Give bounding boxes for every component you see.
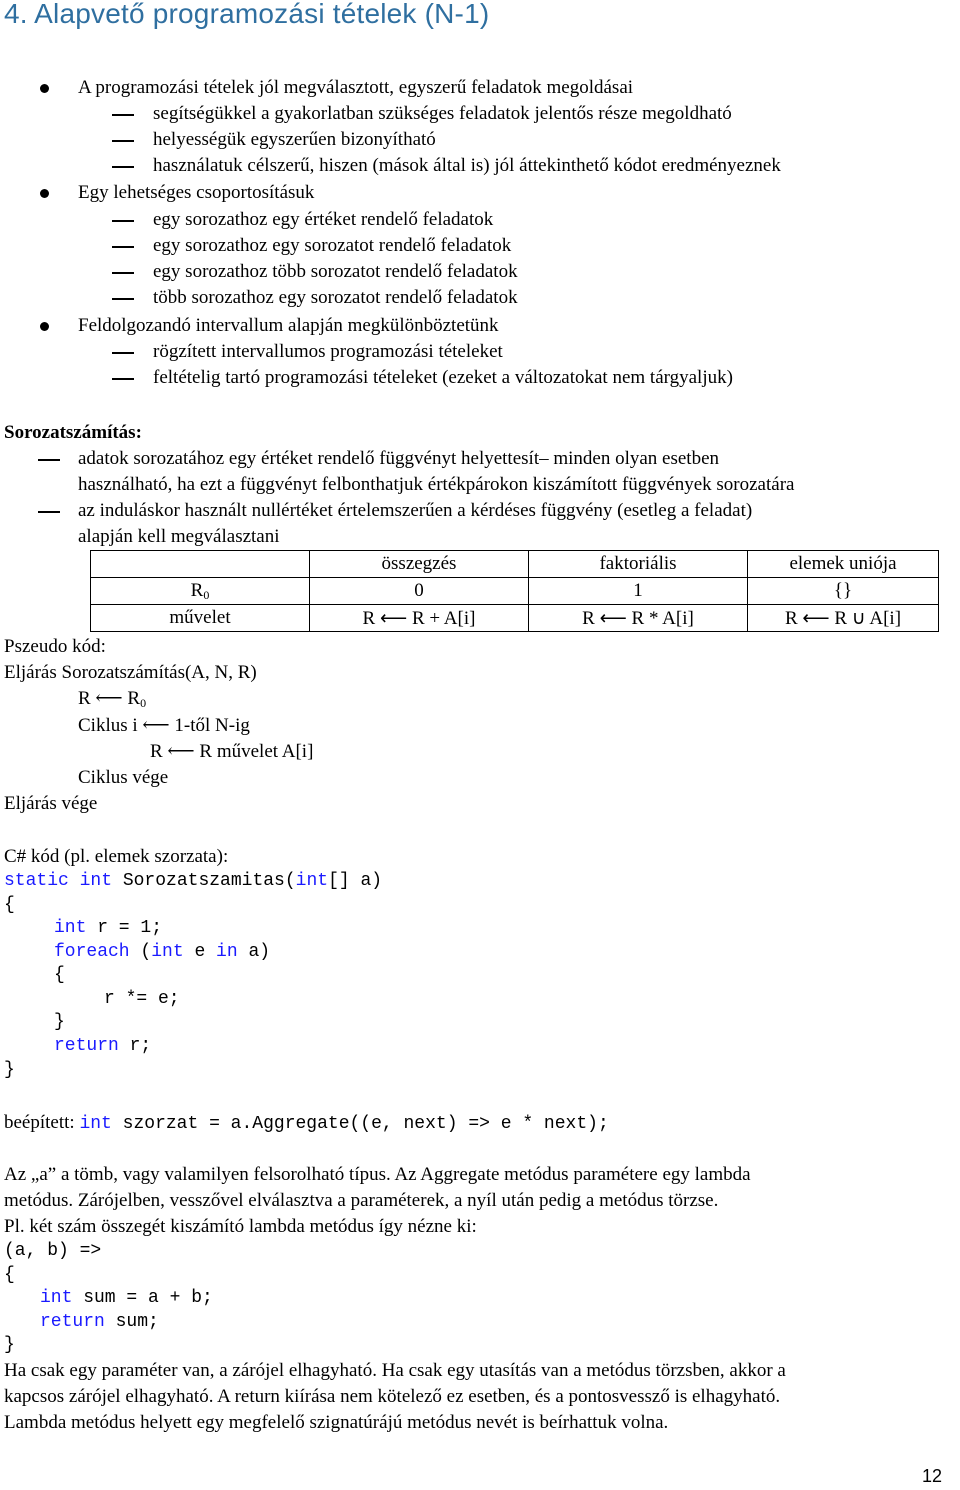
comparison-table	[90, 550, 939, 632]
dash-mark	[112, 352, 134, 354]
paragraph-line: Az „a” a tömb, vagy valamilyen felsorolható típus. Az Aggregate metódus paramétere egy lambda	[4, 1164, 751, 1185]
section-heading: Sorozatszámítás:	[4, 422, 142, 443]
sub-item: egy sorozathoz egy értéket rendelő feladatok	[153, 209, 494, 230]
code-line: }	[54, 1012, 65, 1032]
code-keyword: return	[40, 1312, 105, 1332]
sub-item: több sorozathoz egy sorozatot rendelő feladatok	[153, 287, 518, 308]
code-line: {	[4, 1265, 15, 1285]
pseudo-line: Ciklus i ⟵ 1-től N-ig	[78, 715, 250, 736]
code-line: (a, b) =>	[4, 1241, 102, 1261]
table-header-cell: faktoriális	[529, 551, 748, 578]
paragraph-line: Lambda metódus helyett egy megfelelő szignatúrájú metódus nevét is beírhattuk volna.	[4, 1412, 669, 1433]
table-cell: 0	[310, 578, 529, 605]
section-item-line: az induláskor használt nullértéket értelemszerűen a kérdéses függvény (esetleg a feladat)	[78, 500, 753, 521]
section-item-line: alapján kell megválasztani	[78, 526, 280, 547]
pseudo-init: R ⟵ R	[78, 688, 141, 709]
table-cell	[91, 551, 310, 578]
code-keyword: int	[54, 918, 87, 938]
paragraph-line: Pl. két szám összegét kiszámító lambda metódus így nézne ki:	[4, 1216, 477, 1237]
code-line	[54, 941, 270, 964]
table-cell: {}	[748, 578, 939, 605]
bullet-dot	[40, 84, 49, 93]
bullet-item: Egy lehetséges csoportosításuk	[78, 182, 315, 203]
table-header-row	[91, 551, 939, 578]
code-keyword: in	[216, 942, 238, 962]
pseudo-line: Ciklus vége	[78, 767, 169, 788]
dash-mark	[112, 246, 134, 248]
csharp-label: C# kód (pl. elemek szorzata):	[4, 846, 229, 867]
code-keyword: int	[79, 1114, 112, 1134]
code-line: r *= e;	[104, 989, 180, 1009]
code-text: a)	[237, 942, 271, 962]
paragraph-line: metódus. Zárójelben, vesszővel elválasztva a paraméterek, a nyíl után pedig a metódus törzse.	[4, 1190, 719, 1211]
code-text: Sorozatszamitas(	[112, 871, 296, 891]
code-text: szorzat = a.Aggregate((e, next) => e * next);	[111, 1114, 609, 1134]
sub-item: használatuk célszerű, hiszen (mások által is) jól áttekinthető kódot eredményeznek	[153, 155, 781, 176]
builtin-line	[4, 1110, 609, 1136]
pseudo-line	[78, 686, 146, 716]
code-line	[54, 1035, 151, 1058]
bullet-dot	[40, 322, 49, 331]
code-line	[4, 870, 382, 893]
page-title: 4. Alapvető programozási tételek (N-1)	[4, 0, 490, 29]
section-item-line: használható, ha ezt a függvényt felbonthatjuk értékpárokon kiszámított függvények sorozatára	[78, 474, 795, 495]
code-text: [] a)	[328, 871, 383, 891]
code-keyword: foreach	[54, 942, 130, 962]
code-text: sum = a + b;	[72, 1288, 213, 1308]
sub-item: egy sorozathoz több sorozatot rendelő feladatok	[153, 261, 518, 282]
sub-item: rögzített intervallumos programozási tételeket	[153, 341, 503, 362]
pseudo-line: R ⟵ R művelet A[i]	[150, 741, 314, 762]
dash-mark	[112, 272, 134, 274]
code-keyword: int	[151, 942, 184, 962]
pseudo-label: Pszeudo kód:	[4, 636, 106, 657]
table-header-cell: elemek uniója	[748, 551, 939, 578]
builtin-label: beépített:	[4, 1112, 80, 1133]
code-text: sum;	[104, 1312, 159, 1332]
code-keyword: return	[54, 1036, 119, 1056]
dash-mark	[38, 459, 60, 461]
code-line	[40, 1311, 159, 1334]
section-item-line: adatok sorozatához egy értéket rendelő függvényt helyettesít– minden olyan esetben	[78, 448, 720, 469]
r0-label: R	[190, 579, 204, 601]
code-keyword: int	[40, 1288, 73, 1308]
table-cell: R ⟵ R * A[i]	[529, 605, 748, 632]
code-keyword: int	[79, 871, 113, 891]
table-cell: R ⟵ R + A[i]	[310, 605, 529, 632]
code-line: {	[54, 965, 65, 985]
dash-mark	[112, 166, 134, 168]
code-line	[40, 1287, 213, 1310]
sub-item: segítségükkel a gyakorlatban szükséges feladatok jelentős része megoldható	[153, 103, 732, 124]
code-text: r;	[118, 1036, 152, 1056]
pseudo-init-subscript: 0	[140, 696, 147, 710]
table-header-cell: összegzés	[310, 551, 529, 578]
dash-mark	[112, 220, 134, 222]
page-number: 12	[921, 1466, 942, 1486]
code-keyword: int	[295, 871, 329, 891]
code-line: }	[4, 1335, 15, 1355]
bullet-dot	[40, 189, 49, 198]
table-row	[91, 578, 939, 605]
r0-subscript: 0	[203, 587, 210, 602]
dash-mark	[112, 378, 134, 380]
paragraph-line: kapcsos zárójel elhagyható. A return kiírása nem kötelező ez esetben, és a pontosvessző is elhagyható.	[4, 1386, 781, 1407]
code-line: }	[4, 1060, 15, 1080]
bullet-item: Feldolgozandó intervallum alapján megkülönböztetünk	[78, 315, 499, 336]
table-row	[91, 605, 939, 632]
dash-mark	[38, 511, 60, 513]
code-text: (	[129, 942, 152, 962]
code-line	[54, 917, 162, 940]
code-text: r = 1;	[86, 918, 163, 938]
table-row-label: művelet	[91, 605, 310, 632]
pseudo-line: Eljárás Sorozatszámítás(A, N, R)	[4, 662, 257, 683]
dash-mark	[112, 114, 134, 116]
pseudo-line: Eljárás vége	[4, 793, 98, 814]
bullet-item: A programozási tételek jól megválasztott, egyszerű feladatok megoldásai	[78, 77, 634, 98]
table-cell: R ⟵ R ∪ A[i]	[748, 605, 939, 632]
paragraph-line: Ha csak egy paraméter van, a zárójel elhagyható. Ha csak egy utasítás van a metódus törzsben, akkor a	[4, 1360, 786, 1381]
code-keyword: static	[4, 871, 69, 891]
sub-item: helyességük egyszerűen bizonyítható	[153, 129, 436, 150]
code-line: {	[4, 895, 15, 915]
dash-mark	[112, 298, 134, 300]
table-cell: 1	[529, 578, 748, 605]
sub-item: feltételig tartó programozási tételeket (ezeket a változatokat nem tárgyaljuk)	[153, 367, 733, 388]
code-text: e	[183, 942, 217, 962]
table-row-label	[91, 578, 310, 605]
dash-mark	[112, 140, 134, 142]
sub-item: egy sorozathoz egy sorozatot rendelő feladatok	[153, 235, 512, 256]
